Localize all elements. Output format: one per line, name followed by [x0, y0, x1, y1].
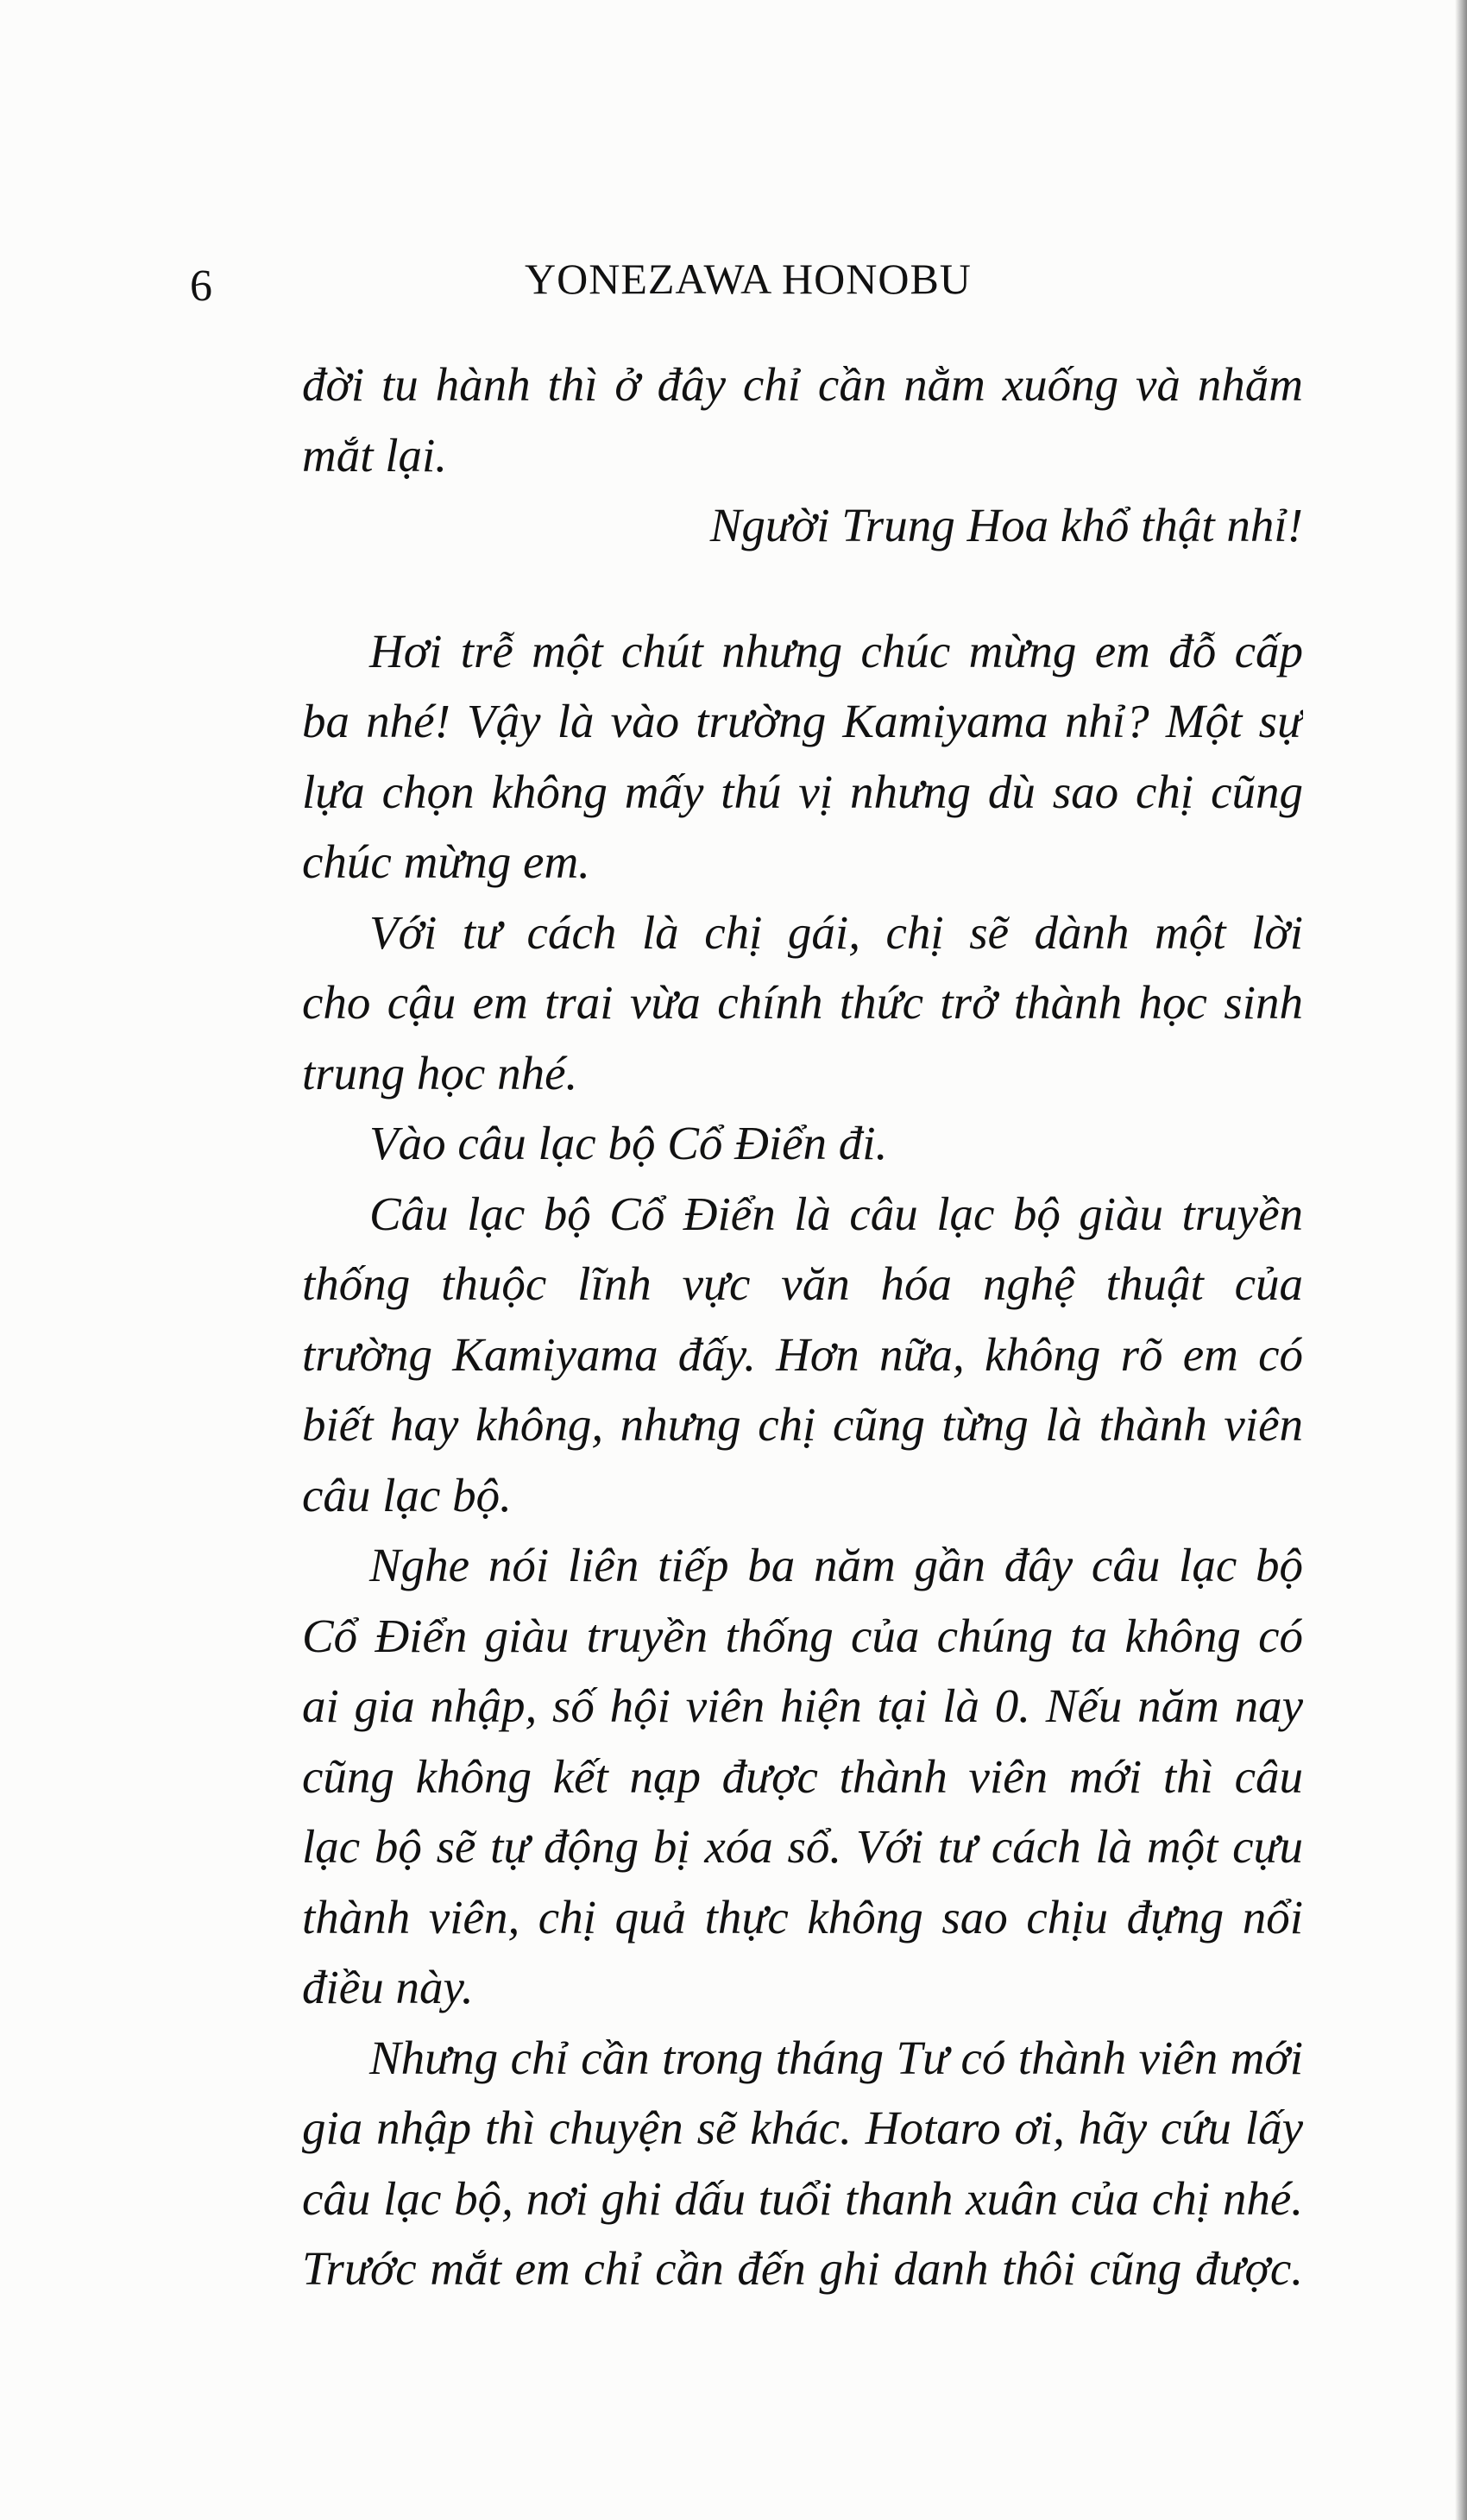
text-line: Người Trung Hoa khổ thật nhỉ!: [709, 499, 1303, 551]
text-line: trung học nhé.: [302, 1046, 578, 1099]
text-line: Trước mắt em chỉ cần đến ghi danh thôi cũng được.: [302, 2242, 1303, 2295]
text-line: ai gia nhập, số hội viên hiện tại là 0. Nếu năm nay: [302, 1679, 1303, 1732]
text-line: điều này.: [302, 1961, 474, 2013]
text-line: cho cậu em trai vừa chính thức trở thành học sinh: [302, 976, 1303, 1029]
text-line: mắt lại.: [302, 428, 448, 482]
text-line: thống thuộc lĩnh vực văn hóa nghệ thuật của: [302, 1257, 1303, 1310]
text-line: Nhưng chỉ cần trong tháng Tư có thành viên mới: [369, 2031, 1303, 2084]
text-line: Vào câu lạc bộ Cổ Điển đi.: [369, 1117, 888, 1169]
page-number: 6: [190, 261, 212, 311]
text-line: đời tu hành thì ở đây chỉ cần nằm xuống và nhắm: [302, 358, 1303, 411]
text-line: biết hay không, nhưng chị cũng từng là thành viên: [302, 1398, 1303, 1451]
text-line: Câu lạc bộ Cổ Điển là câu lạc bộ giàu truyền: [369, 1187, 1303, 1240]
text-line: lạc bộ sẽ tự động bị xóa sổ. Với tư cách là một cựu: [302, 1820, 1303, 1873]
text-line: câu lạc bộ, nơi ghi dấu tuổi thanh xuân của chị nhé.: [302, 2171, 1303, 2225]
text-line: Nghe nói liên tiếp ba năm gần đây câu lạc bộ: [369, 1539, 1303, 1591]
text-line: Với tư cách là chị gái, chị sẽ dành một lời: [369, 905, 1303, 959]
text-line: cũng không kết nạp được thành viên mới thì câu: [302, 1749, 1303, 1803]
text-line: Cổ Điển giàu truyền thống của chúng ta không có: [302, 1609, 1303, 1662]
text-line: Hơi trễ một chút nhưng chúc mừng em đỗ cấp: [369, 624, 1303, 677]
page-edge-shadow: [1455, 0, 1467, 2520]
text-line: chúc mừng em.: [302, 835, 590, 888]
text-line: ba nhé! Vậy là vào trường Kamiyama nhỉ? Một sự: [302, 695, 1303, 747]
text-line: thành viên, chị quả thực không sao chịu đựng nổi: [302, 1890, 1303, 1944]
text-line: gia nhập thì chuyện sẽ khác. Hotaro ơi, hãy cứu lấy: [302, 2101, 1303, 2154]
section-gap: [302, 561, 1303, 616]
text-line: lựa chọn không mấy thú vị nhưng dù sao chị cũng: [302, 765, 1303, 818]
text-line: câu lạc bộ.: [302, 1468, 512, 1521]
text-line: trường Kamiyama đấy. Hơn nữa, không rõ em có: [302, 1327, 1303, 1381]
body-text: [302, 350, 1303, 2304]
running-head: YONEZAWA HONOBU: [525, 255, 972, 303]
